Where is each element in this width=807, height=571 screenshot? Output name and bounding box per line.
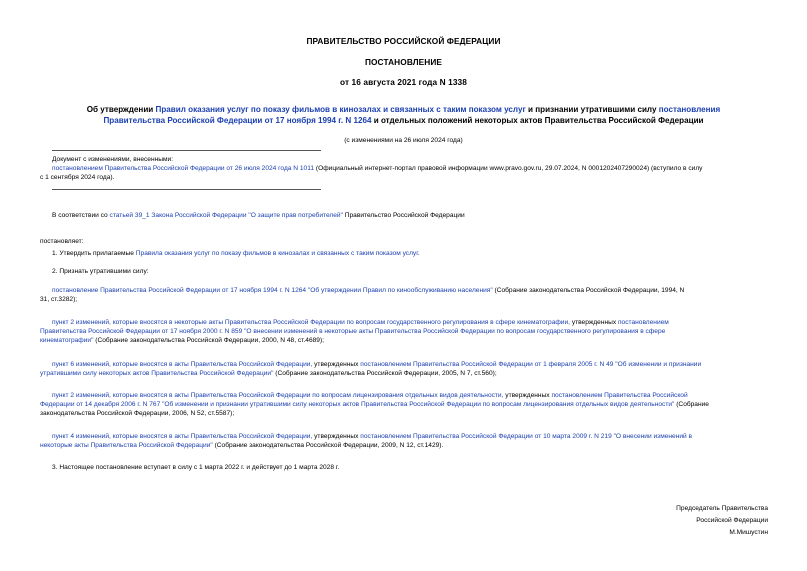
signature-position-2: Российской Федерации: [696, 517, 768, 524]
repealed-act-4-resolution-link-cont[interactable]: Федерации от 14 декабря 2006 г. N 767 "Об изменении и признании утратившими силу некоторых актов Правительства Российской Федерации по вопросам лицензирования отдельных видов деятельности": [40, 401, 675, 409]
repealed-act-2-text: утвержденных: [569, 319, 618, 326]
item-1: [52, 249, 767, 258]
repealed-act-5-text: утвержденных: [312, 433, 361, 440]
document-title: [40, 104, 767, 126]
amendment-note: (с изменениями на 26 июля 2024 года): [344, 137, 463, 144]
repealed-act-3: [40, 360, 767, 378]
changes-block: [52, 155, 767, 173]
repealed-act-5-resolution-link-cont[interactable]: некоторые акты Правительства Российской Федерации": [40, 442, 213, 450]
repealed-act-2-source: (Собрание законодательства Российской Федерации, 2000, N 48, ст.4689);: [93, 337, 324, 345]
repealed-act-4: [40, 391, 767, 419]
repealed-act-3-link[interactable]: пункт 6 изменений, которые вносятся в акты Правительства Российской Федерации,: [52, 361, 313, 368]
repealed-act-3-text: утвержденных: [312, 361, 361, 368]
title-text: и признании утратившими силу: [525, 105, 659, 114]
preamble-text: Правительство Российской Федерации: [342, 212, 465, 219]
repealed-act-3-source: (Собрание законодательства Российской Федерации, 2005, N 7, ст.560);: [273, 370, 497, 378]
repealed-act-1-link[interactable]: постановление Правительства Российской Федерации от 17 ноября 1994 г. N 1264 "Об утверждении Правил по кинообслуживанию населения": [52, 287, 493, 294]
item-1-text: .: [417, 250, 420, 257]
signature-position-1: Председатель Правительства: [676, 505, 768, 512]
document-date-number: от 16 августа 2021 года N 1338: [340, 77, 467, 87]
preamble-text: В соответствии со: [52, 212, 110, 219]
changes-source-text: (Официальный интернет-портал правовой информации www.pravo.gov.ru, 29.07.2024, N 0001202407290024) (вступило в силу: [314, 165, 703, 173]
repealed-act-2: [40, 318, 767, 346]
resolution-link-part2[interactable]: Правительства Российской Федерации от 17 ноября 1994 г. N 1264: [103, 116, 372, 125]
repealed-act-5: [40, 432, 767, 450]
repealed-act-5-link[interactable]: пункт 4 изменений, которые вносятся в акты Правительства Российской Федерации,: [52, 433, 313, 440]
amendment-resolution-link[interactable]: постановлением Правительства Российской Федерации от 26 июля 2024 года N 1011: [52, 165, 315, 173]
government-name: ПРАВИТЕЛЬСТВО РОССИЙСКОЙ ФЕДЕРАЦИИ: [306, 36, 501, 46]
repealed-act-4-source-cont: законодательства Российской Федерации, 2006, N 52, ст.5587);: [40, 410, 235, 418]
repealed-act-3-resolution-link[interactable]: постановлением Правительства Российской Федерации от 1 февраля 2005 г. N 49 "Об изменении и признании: [360, 361, 702, 368]
item-1-text: 1. Утвердить прилагаемые: [52, 250, 136, 257]
decrees-label: постановляет:: [40, 238, 84, 245]
consumer-law-link[interactable]: статьей 39_1 Закона Российской Федерации "О защите прав потребителей": [109, 212, 343, 219]
divider-bottom: [52, 189, 321, 190]
signature-name: М.Мишустин: [729, 529, 768, 536]
item-2: 2. Признать утратившими силу:: [52, 268, 149, 275]
repealed-act-2-resolution-link-end[interactable]: кинематографии": [40, 337, 94, 345]
repealed-act-4-resolution-link[interactable]: постановлением Правительства Российской: [551, 392, 688, 399]
rules-link[interactable]: Правила оказания услуг по показу фильмов в кинозалах и связанных с таким показом услуг: [135, 250, 418, 257]
repealed-act-4-source: (Собрание: [674, 401, 709, 409]
title-text: и отдельных положений некоторых актов Правительства Российской Федерации: [371, 116, 704, 125]
repealed-act-3-resolution-link-cont[interactable]: утратившими силу некоторых актов Правительства Российской Федерации": [40, 370, 274, 378]
document-type: ПОСТАНОВЛЕНИЕ: [364, 57, 443, 67]
changes-intro: Документ с изменениями, внесенными:: [52, 156, 174, 163]
repealed-act-4-text: утвержденных: [503, 392, 552, 399]
repealed-act-1-source-cont: 31, ст.3282);: [40, 296, 78, 304]
repealed-act-4-link[interactable]: пункт 2 изменений, которые вносятся в акты Правительства Российской Федерации по вопросам лицензирования отдельных видов деятельности,: [52, 392, 504, 399]
repealed-act-5-source: (Собрание законодательства Российской Федерации, 2009, N 12, ст.1429).: [212, 442, 444, 450]
item-3: 3. Настоящее постановление вступает в силу с 1 марта 2022 г. и действует до 1 марта 2028 г.: [52, 464, 340, 471]
repealed-act-2-resolution-link-cont[interactable]: Правительства Российской Федерации от 17 ноября 2000 г. N 859 "О внесении изменений в некоторые акты Правительства Российской Федерации по вопросам государственного регулирования в сфере: [40, 328, 666, 336]
repealed-act-5-resolution-link[interactable]: постановлением Правительства Российской Федерации от 10 марта 2009 г. N 219 "О внесении изменений в: [360, 433, 693, 440]
divider-top: [52, 150, 321, 151]
repealed-act-1: [40, 286, 767, 304]
repealed-act-2-resolution-link[interactable]: постановлением: [617, 319, 669, 326]
repealed-act-2-link[interactable]: пункт 2 изменений, которые вносятся в некоторые акты Правительства Российской Федерации по вопросам государственного регулирования в сфере кинематографии,: [52, 319, 570, 326]
rules-title-link[interactable]: Правил оказания услуг по показу фильмов в кинозалах и связанных с таким показом услуг: [155, 105, 526, 114]
changes-effective-text: с 1 сентября 2024 года).: [40, 174, 115, 181]
repealed-act-1-source: (Собрание законодательства Российской Федерации, 1994, N: [492, 287, 685, 294]
title-text: Об утверждении: [86, 105, 156, 114]
resolution-link-part1[interactable]: постановления: [658, 105, 721, 114]
preamble: [52, 211, 767, 220]
